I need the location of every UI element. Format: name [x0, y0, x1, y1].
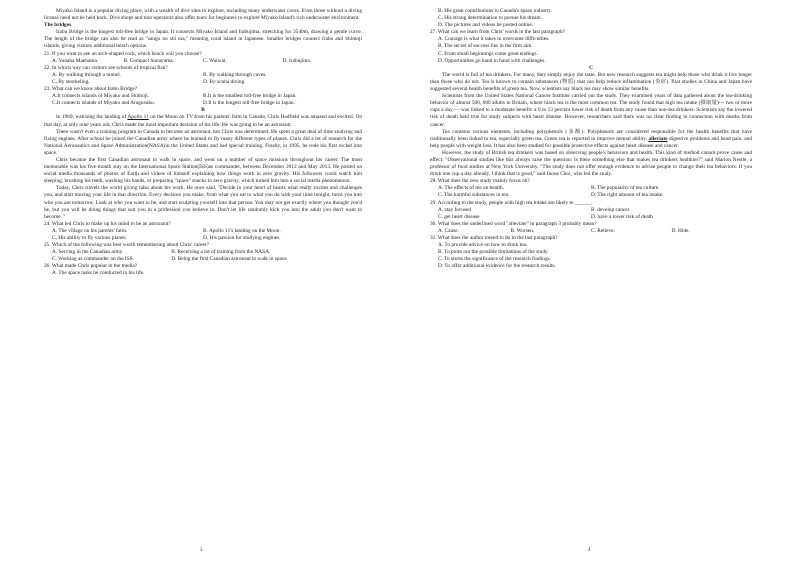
option[interactable]: A. The village on his parents' farm.	[52, 227, 128, 234]
question-28: 28. What does the new study mainly focus on?	[430, 178, 530, 185]
left-page	[44, 8, 362, 278]
option[interactable]: B. develop cancer	[591, 206, 630, 213]
question-25: 25. Which of the following was best worth remembering about Chris' career?	[44, 242, 209, 249]
option[interactable]: C. Working as commander on the ISS.	[52, 256, 134, 263]
option[interactable]: B.It is the smallest toll-free bridge in Japan.	[203, 93, 297, 100]
text: Tea contains various elements, including polyphenols (多酚). Polyphenols are considered responsible for the health benefits that have traditionally been linked to tea, especially green tea. Green tea is reported to improve mental ability,	[430, 128, 752, 142]
option[interactable]: C. Waiwai.	[203, 57, 227, 64]
section-b-title: B	[201, 107, 205, 114]
option[interactable]: C. His ability to fly various planes.	[52, 235, 127, 241]
question-23: 23. What can we know about Irabu Bridge?	[44, 86, 138, 93]
option[interactable]: B. Receiving a lot of training from the NASA.	[171, 249, 271, 256]
page-number: 4	[588, 548, 591, 553]
option[interactable]: B. Compact Sunayama.	[123, 57, 174, 64]
option[interactable]: A. Courage is what it takes to overcome difficulties.	[438, 36, 550, 43]
option[interactable]: A. The effects of tea on health.	[438, 185, 504, 192]
option[interactable]: C. get heart disease	[438, 213, 480, 220]
option[interactable]: B. His great contributions to Canada's space industry.	[438, 8, 553, 14]
passage-b-paragraph-3: Chris became the first Canadian astronaut to walk in space, and went on a number of space missions throughout his career. The most memorable was his five-month stay on the International Space Station(ISS)as commander, between December 2012 and May 2013. He posted on social media thousands of photos of Earth and videos of himself explaining how things work in zero gravity. His followers could watch him sleeping, brushing his teeth, washing his hands, or preparing "space" snacks in zero gravity, which turned him into a social media phenomenon.	[44, 156, 362, 185]
bridges-paragraph: Irabu Bridge is the longest toll-free bridge in Japan. It connects Miyako Island and Irabujima, stretching for 3540m, drawing a gentle curve. The length of the bridge can also be read as "sango no shi ma," meaning coral island in Japanese. Smaller bridges connect Irabu and Shimoji islands, giving visitors additional beach options.	[44, 29, 362, 50]
right-page	[430, 8, 752, 270]
option[interactable]: A. Serving in the Canadian army.	[52, 249, 124, 256]
text: In 1969, watching the landing of	[56, 114, 128, 121]
option[interactable]: A.It connects islands of Miyako and Shimoji.	[52, 93, 150, 100]
question-26: 26. What made Chris popular in the media?	[44, 263, 138, 270]
option[interactable]: C. To stress the significance of the research findings.	[438, 256, 551, 263]
option[interactable]: B. Worsen.	[510, 227, 535, 234]
option[interactable]: B. To point out the possible limitations of the study.	[438, 249, 549, 256]
option[interactable]: C. Relieve.	[591, 227, 615, 234]
option[interactable]: A. To provide advice on how to drink tea.	[438, 242, 528, 249]
option[interactable]: A. Cause.	[438, 227, 459, 234]
option[interactable]: B. The secret of success lies in the firm aim.	[438, 43, 533, 50]
underlined-alleviate: alleviate	[648, 135, 668, 142]
option[interactable]: B. The popularity of tea culture.	[591, 185, 660, 192]
question-23-options-row2	[44, 100, 362, 107]
question-22-options	[44, 72, 362, 79]
passage-c-paragraph-4: However, the study of British tea drinkers was based on observing people's behaviors and health. This kind of method cannot prove cause and effect. "Observational studies like this always raise the question: Is there something else that makes tea drinkers healthier?" said Marion Nestle, a professor of food studies at New York University. "The study does not offer enough evidence to advise people to change their tea behaviors. If you drink one cup a day already, I think that is good," said Inoue Choi, who led the study.	[430, 149, 752, 178]
passage-c-paragraph-2: Scientists from the United States National Cancer Institute carried out the study. They examined years of data gathered about the tea-drinking behavior of almost 500, 000 adults in Britain, where black tea is the most common tea. The study found that high tea intake (摄取量)— two or more cups a day — was linked to a moderate benefit: a 9 to 13 percent lower risk of death from any cause than non-tea drinkers. Scientists say the lowered risk of death held true for study subjects with heart disease. However, researchers said there was no clear finding in connection with deaths from cancer.	[430, 93, 752, 128]
option[interactable]: D. The right amount of tea intake.	[591, 192, 664, 199]
option[interactable]: D. have a lower risk of death	[591, 213, 653, 220]
question-22-options-row2	[44, 79, 362, 86]
question-22: 22. In which way can visitors see schools of tropical fish?	[44, 64, 168, 71]
option[interactable]: A. stay focused	[438, 206, 472, 213]
question-29-options-row2	[430, 214, 752, 221]
passage-c-paragraph-1: The world is full of tea drinkers. For many, they simply enjoy the taste. But new research suggests tea might help those who drink it live longer than those who do not. Tea is known to contain substances (物质) that can help reduce inflammation (炎症). Past studies in China and Japan have suggested several health benefits of green tea. Now, scientists say black tea may show similar benefits.	[430, 71, 752, 93]
passage-b-paragraph-1	[44, 114, 362, 128]
option[interactable]: D.It is the longest toll-free bridge in Japan.	[203, 100, 295, 107]
section-c-title: C	[589, 64, 593, 71]
question-29: 29. According to the study, people with high tea intake are likely to ______.	[430, 199, 593, 206]
option[interactable]: D. By scuba diving.	[203, 78, 246, 85]
passage-b-paragraph-2: There wasn't even a training program in Canada to become an astronaut, but Chris was determined. He spent a great deal of time studying and fixing engines. After school he joined the Canadian army where he learned to fly many different types of planes. Chris did a lot of research for the National Aeronautics and Space Administration(NASA)in the United States and had special training. Finally, in 1995, he rode his first rocket into space.	[44, 128, 362, 156]
option[interactable]: D. The pictures and videos he posted online.	[438, 22, 534, 29]
option[interactable]: D. Being the first Canadian astronaut to walk in space.	[171, 256, 288, 263]
option[interactable]: D. Hide.	[671, 227, 690, 234]
question-27: 27. What can we learn from Chris' words in the last paragraph?	[430, 29, 566, 36]
text: digestive problems and head pain, and help people with weight loss. It has also been studied for possible protective effects against heart disease and cancer.	[430, 135, 752, 149]
option[interactable]: C. From small beginnings come great endings.	[438, 50, 538, 57]
question-24-options	[44, 228, 362, 235]
text: on the Moon on TV from his parents' farm in Canada, Chris Hadfield was amazed and excited. On that day, at only nine years old, Chris made the most important decision of his life: He was going to be an astronaut.	[44, 114, 362, 128]
option[interactable]: A. By walking through a tunnel.	[52, 71, 122, 78]
question-28-options-row2	[430, 192, 752, 199]
underlined-apollo: Apollo 11	[127, 114, 149, 121]
option[interactable]: D. Irabujima.	[282, 57, 312, 64]
question-31: 31. What does the author intend to do in the last paragraph?	[430, 235, 558, 241]
page-number: 3	[200, 548, 203, 553]
option[interactable]: D. His passion for studying engines.	[203, 235, 281, 241]
question-21-options	[44, 58, 362, 65]
option[interactable]: C.It connects islands of Miyako and Aragusuku.	[52, 100, 155, 107]
passage-b-paragraph-4: Today, Chris travels the world giving talks about his work. He once said, "Decide in your heart of hearts what really excites and challenges you, and start moving your life in that direction. Every decision you make, from what you eat to what you do with your time tonight, turns you into who you are tomorrow. Look at who you want to be, and start sculpting yourself into that person. You may not get exactly where you thought you'd be, but you will be doing things that suit you in a profession you believe in. Don't let life randomly kick you into the adult you don't want to become. "	[44, 185, 362, 220]
bridges-heading: The bridges	[44, 22, 72, 29]
option[interactable]: C. The harmful substances in tea.	[438, 192, 510, 199]
option[interactable]: A. Yonaha Maehama.	[52, 57, 99, 64]
option[interactable]: D. Opportunities go hand in hand with challenges.	[438, 57, 546, 64]
option[interactable]: D. To offer additional evidence for the research results.	[438, 263, 556, 270]
question-30: 30. What does the underlined word "alleviate" in paragraph 3 probably mean?	[430, 220, 597, 227]
intro-paragraph: Miyako Island is a popular diving place, with a wealth of dive sites to explore, including many underwater caves. Even those without a diving license need not be held back. Dive shops and tour operators also offer tours for beginners to explore Miyako Island's rich underwater environment.	[44, 8, 362, 22]
option[interactable]: B. By walking through caves.	[203, 71, 267, 78]
question-30-options	[430, 228, 752, 235]
option[interactable]: B. Apollo 11's landing on the Moon.	[203, 227, 281, 234]
option[interactable]: A. The space tasks he conducted in his life.	[52, 270, 145, 277]
passage-c-paragraph-3	[430, 129, 752, 150]
question-24: 24. What led Chris to make up his mind to be an astronaut?	[44, 220, 171, 227]
option[interactable]: C. By snorkeling.	[52, 78, 90, 85]
option[interactable]: C. His strong determination to pursue his dream.	[438, 15, 543, 22]
question-25-options-row2	[44, 256, 362, 263]
question-29-options	[430, 207, 752, 214]
question-21: 21. If you want to see an arch-shaped rock, which beach will you choose?	[44, 50, 202, 57]
